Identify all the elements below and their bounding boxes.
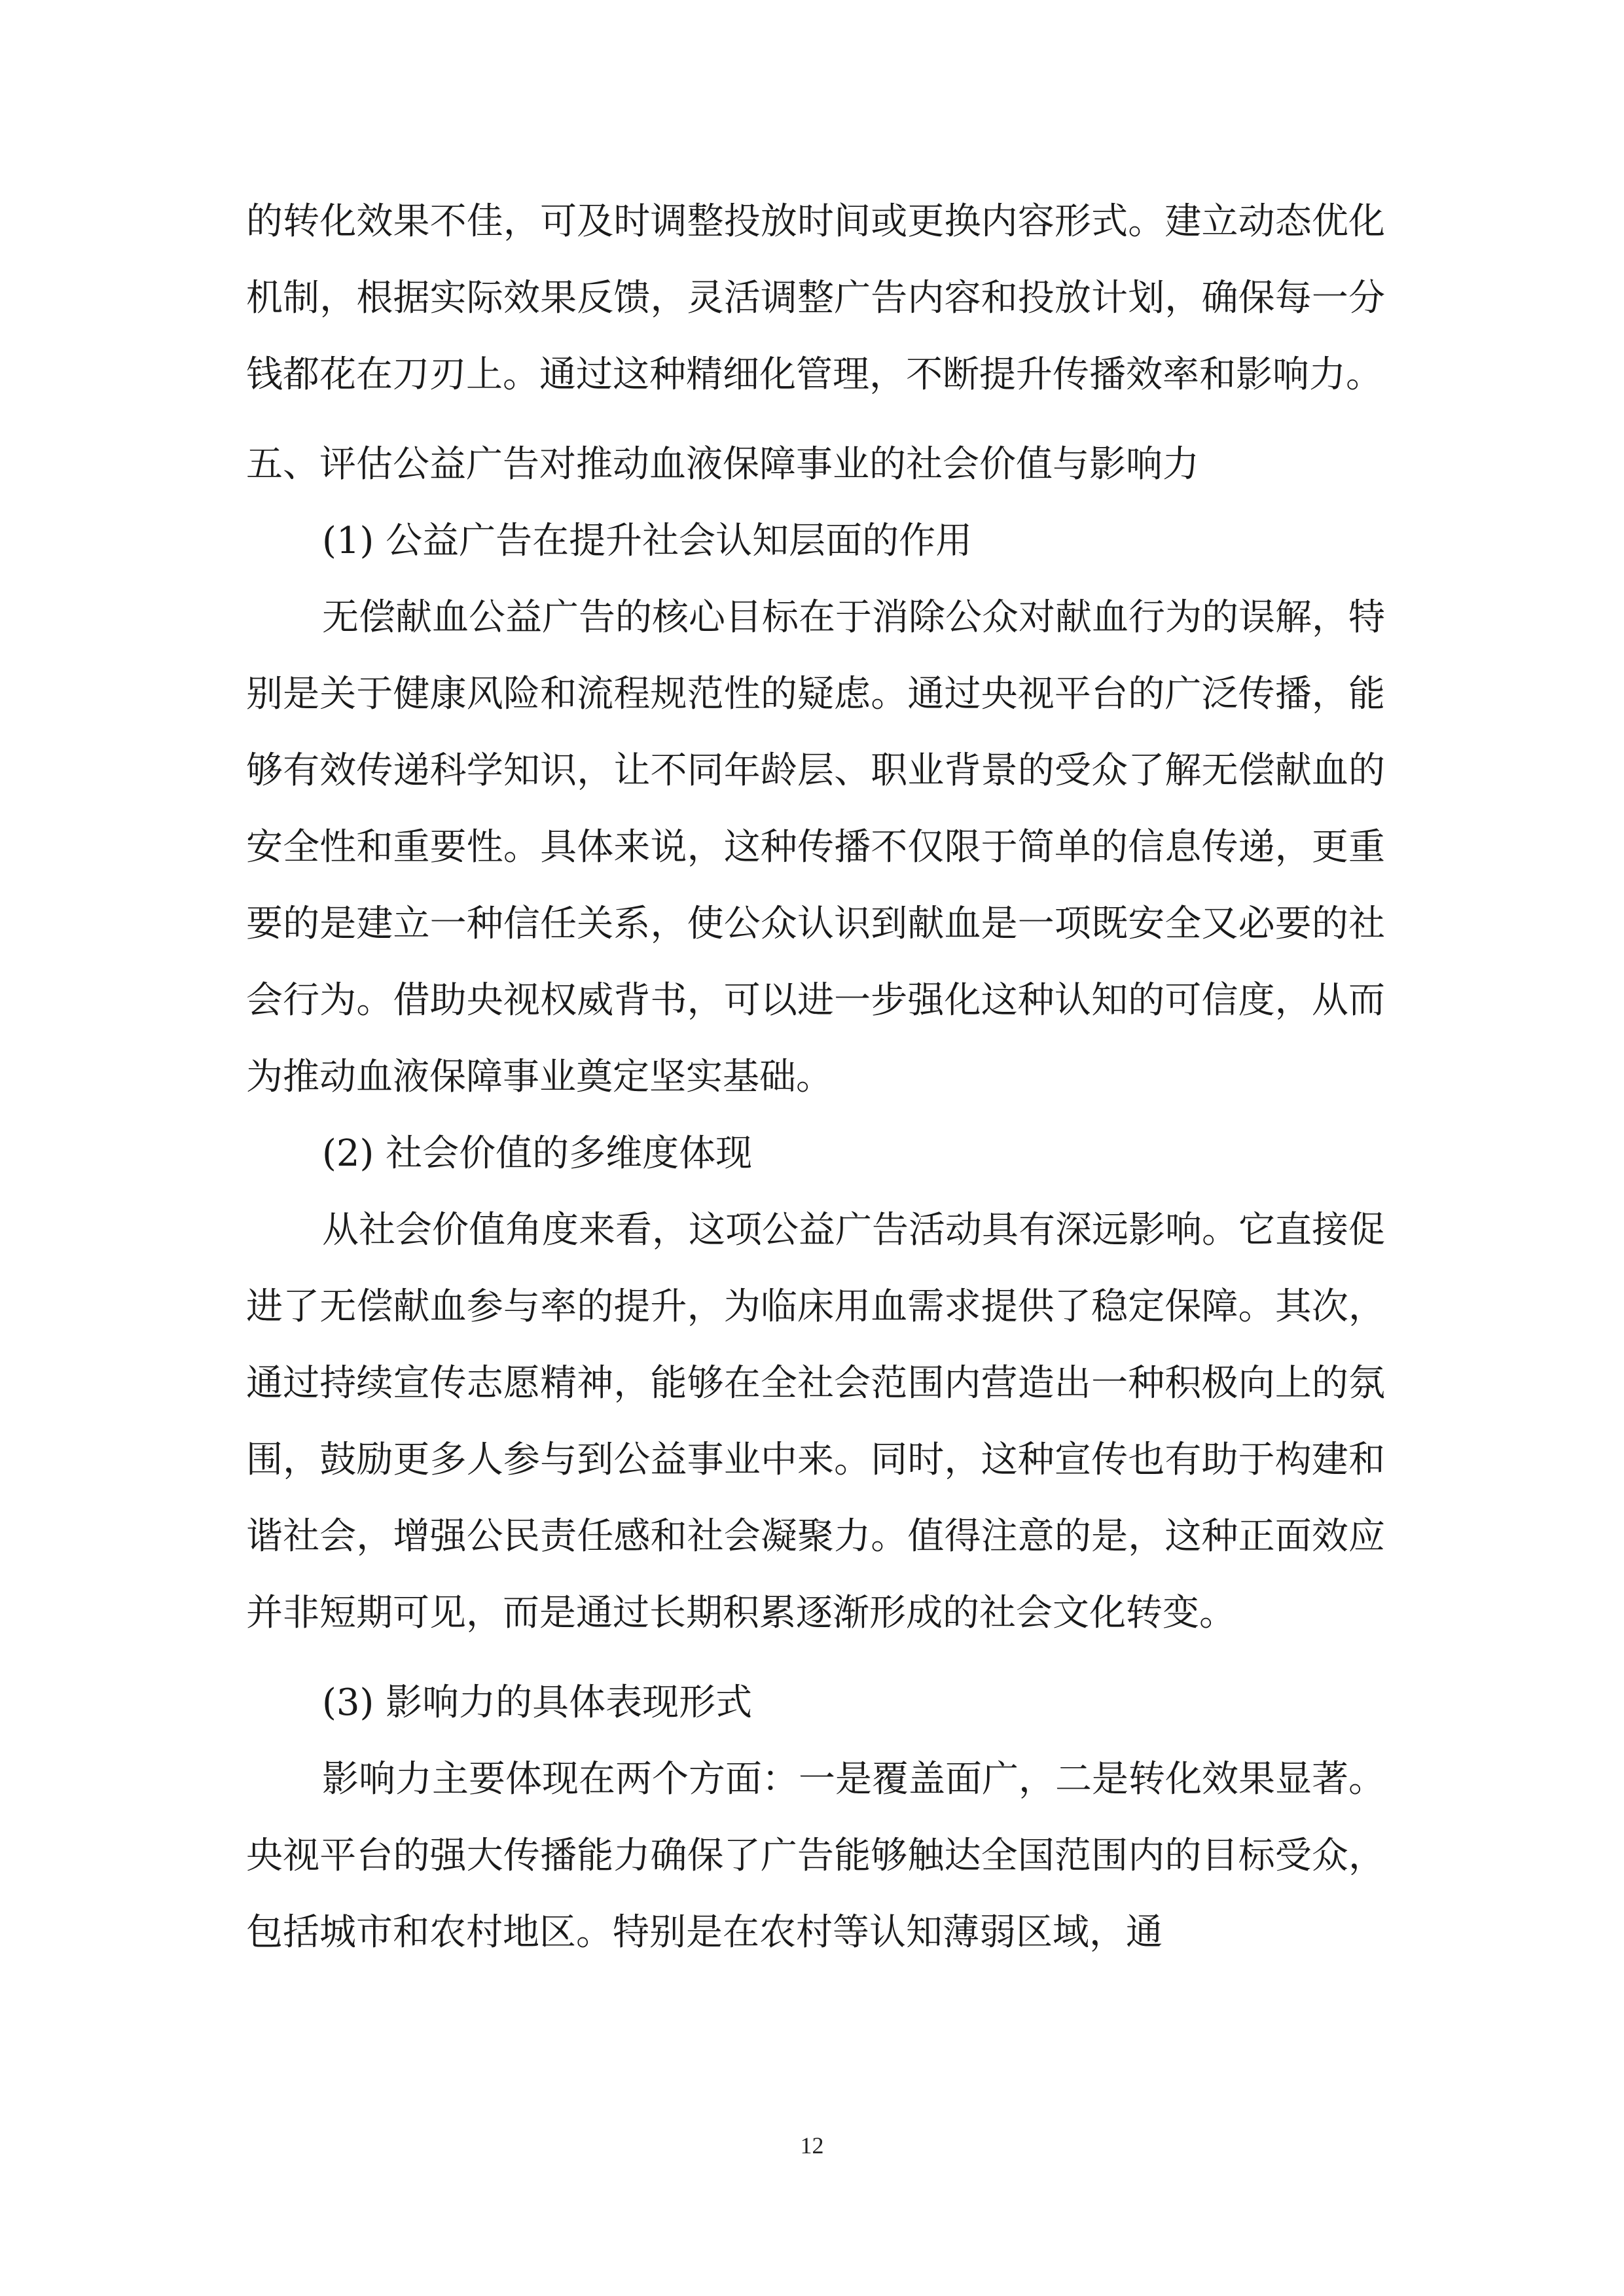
section-heading: 五、评估公益广告对推动血液保障事业的社会价值与影响力: [246, 443, 1199, 486]
page-number: 12: [800, 2132, 824, 2159]
continued-paragraph: 的转化效果不佳，可及时调整投放时间或更换内容形式。建立动态优化机制，根据实际效果反馈，灵活调整广告内容和投放计划，确保每一分钱都花在刀刃上。通过这种精细化管理，不断提升传播效率和影响力。: [246, 200, 1385, 396]
subsection-3-body: 影响力主要体现在两个方面：一是覆盖面广，二是转化效果显著。央视平台的强大传播能力确保了广告能够触达全国范围内的目标受众，包括城市和农村地区。特别是在农村等认知薄弱区域，通: [246, 1758, 1385, 1954]
subsection-2-heading: (2) 社会价值的多维度体现: [322, 1132, 753, 1175]
page-body: [246, 183, 1385, 1971]
subsection-3-heading: (3) 影响力的具体表现形式: [322, 1681, 753, 1724]
subsection-1-body: 无偿献血公益广告的核心目标在于消除公众对献血行为的误解，特别是关于健康风险和流程规范性的疑虑。通过央视平台的广泛传播，能够有效传递科学知识，让不同年龄层、职业背景的受众了解无偿献血的安全性和重要性。具体来说，这种传播不仅限于简单的信息传递，更重要的是建立一种信任关系，使公众认识到献血是一项既安全又必要的社会行为。借助央视权威背书，可以进一步强化这种认知的可信度，从而为推动血液保障事业奠定坚实基础。: [246, 596, 1385, 1098]
subsection-1-heading: (1) 公益广告在提升社会认知层面的作用: [322, 520, 973, 562]
subsection-2-body: 从社会价值角度来看，这项公益广告活动具有深远影响。它直接促进了无偿献血参与率的提升，为临床用血需求提供了稳定保障。其次，通过持续宣传志愿精神，能够在全社会范围内营造出一种积极向上的氛围，鼓励更多人参与到公益事业中来。同时，这种宣传也有助于构建和谐社会，增强公民责任感和社会凝聚力。值得注意的是，这种正面效应并非短期可见，而是通过长期积累逐渐形成的社会文化转变。: [246, 1209, 1385, 1634]
